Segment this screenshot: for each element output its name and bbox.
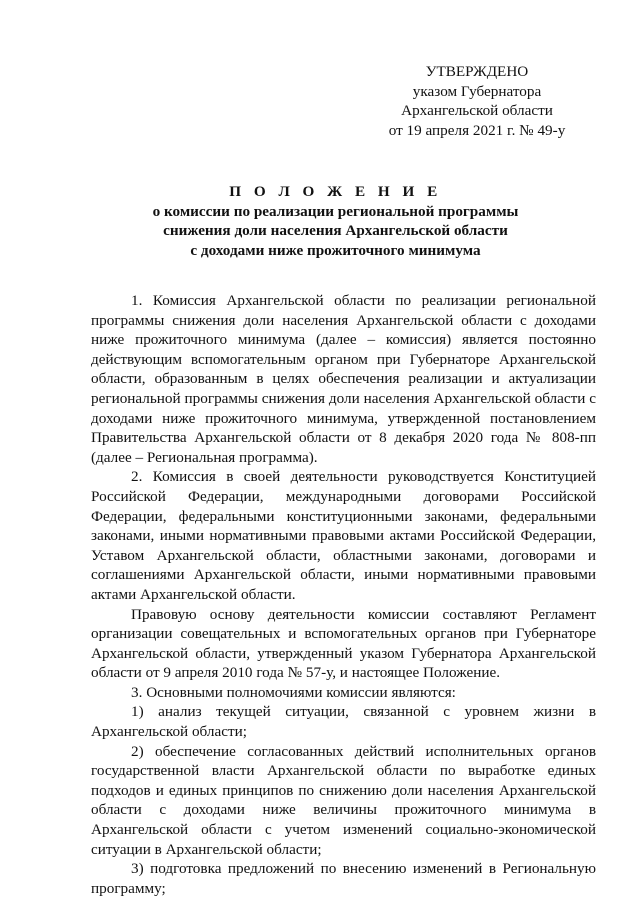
approval-date: от 19 апреля 2021 г. № 49-у — [388, 121, 566, 139]
list-item-1: 1) анализ текущей ситуации, связанной с уровнем жизни в Архангельской области; — [91, 703, 596, 741]
paragraph-1: 1. Комиссия Архангельской области по реализации региональной программы снижения доли населения Архангельской области с доходами ниже прожиточного минимума (далее – комиссия) является постоянно действующим вспомогательным органом при Губернаторе Архангельской области, образованным в целях обеспечения реализации и актуализации региональной программы снижения доли населения Архангельской области с доходами ниже прожиточного минимума, утвержденной постановлением Правительства Архангельской области от 8 декабря 2020 года № 808-пп (далее – Региональная программа). — [91, 292, 596, 466]
paragraph-legal-basis: Правовую основу деятельности комиссии составляют Регламент организации совещательных и вспомогательных органов при Губернаторе Архангельской области, утвержденный указом Губернатора Архангельской области от 9 апреля 2010 года № 57-у, и настоящее Положение. — [91, 605, 596, 682]
title-line-3: с доходами ниже прожиточного минимума — [190, 241, 481, 259]
list-item-2: 2) обеспечение согласованных действий исполнительных органов государственной власти Архангельской области по выработке единых подходов и единых принципов по снижению доли населения Архангельской области с доходами ниже величины прожиточного минимума в Архангельской области с учетом изменений социально-экономической ситуации в Архангельской области; — [91, 742, 596, 858]
document-title — [60, 182, 611, 260]
list-item-3: 3) подготовка предложений по внесению изменений в Региональную программу; — [91, 860, 596, 897]
title-line-2: снижения доли населения Архангельской области — [163, 222, 508, 240]
approval-stamp — [370, 62, 584, 140]
document-body — [91, 291, 596, 898]
title-heading: П О Л О Ж Е Н И Е — [229, 183, 442, 200]
title-line-1: о комиссии по реализации региональной программы — [152, 202, 519, 220]
approval-label: УТВЕРЖДЕНО — [425, 63, 529, 80]
approval-region: Архангельской области — [401, 102, 553, 120]
paragraph-2: 2. Комиссия в своей деятельности руководствуется Конституцией Российской Федерации, международными договорами Российской Федерации, федеральными конституционными законами, федеральными законами, иными нормативными правовыми актами Российской Федерации, Уставом Архангельской области, областными законами, договорами и соглашениями Архангельской области, иными нормативными правовыми актами Архангельской области. — [91, 468, 596, 603]
approval-authority: указом Губернатора — [412, 82, 542, 100]
paragraph-3: 3. Основными полномочиями комиссии являются: — [131, 683, 456, 701]
